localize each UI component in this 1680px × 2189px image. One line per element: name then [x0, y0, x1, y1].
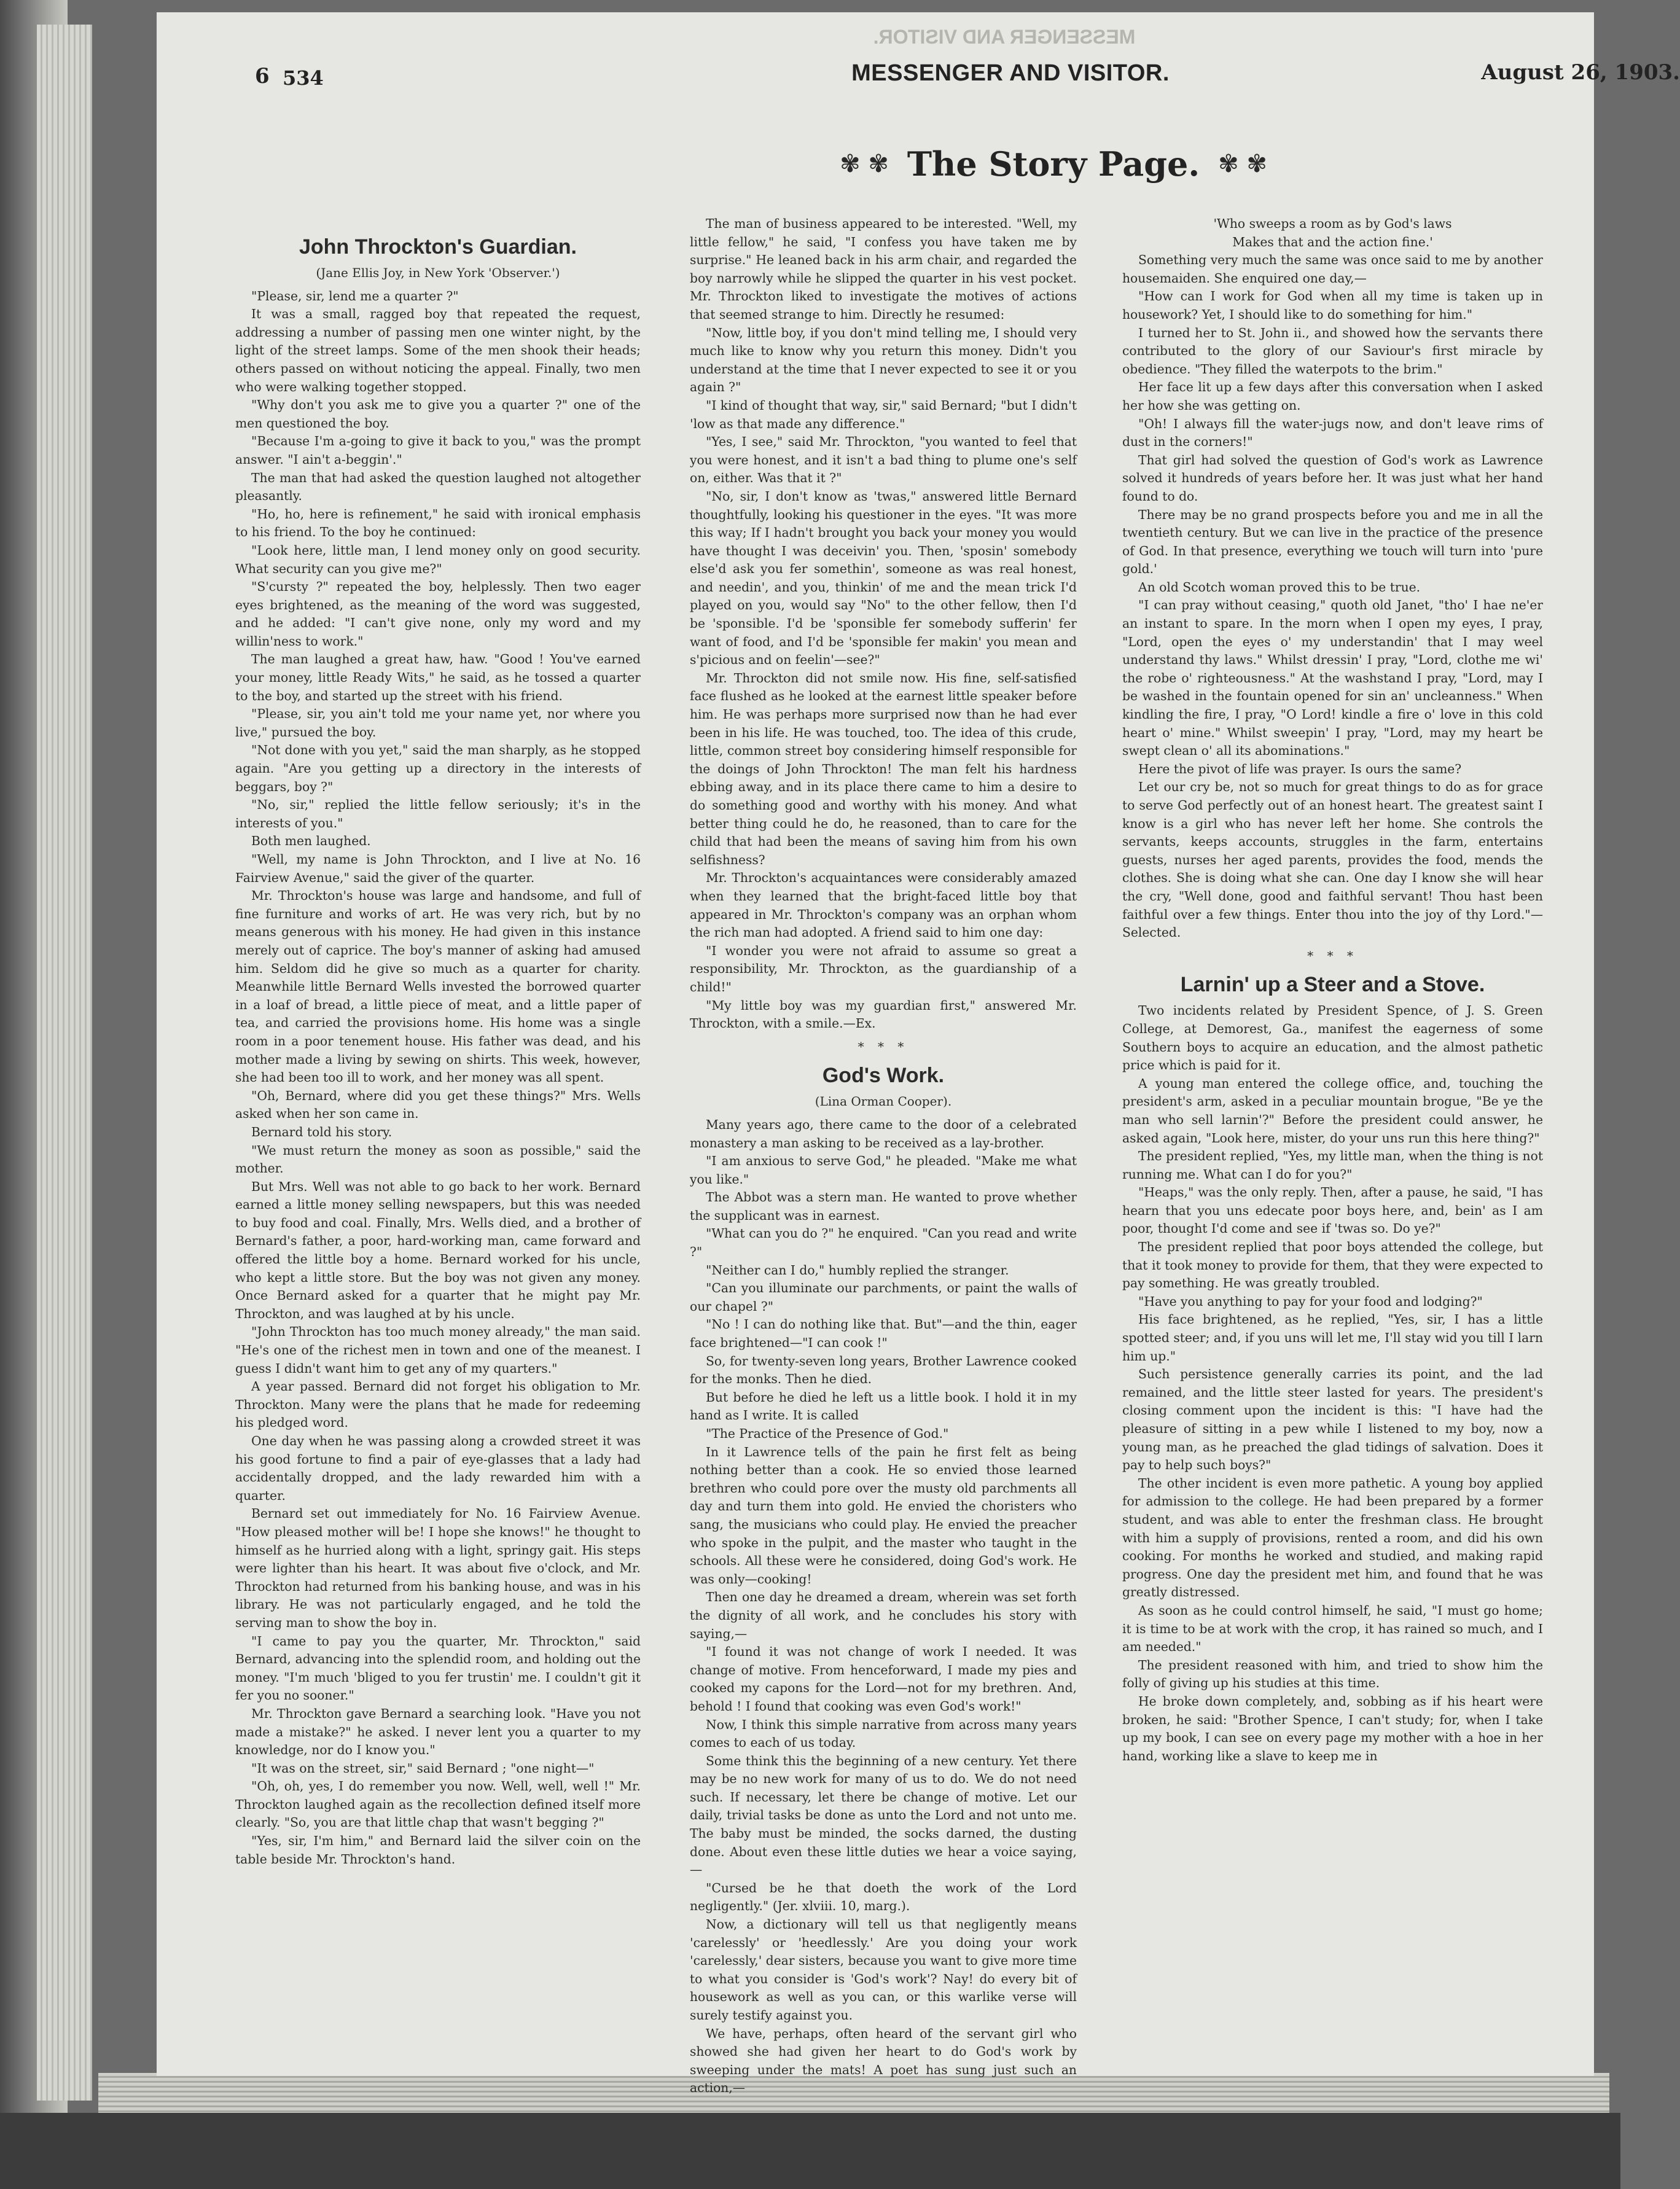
paragraph: Mr. Throckton's house was large and handsome, and full of fine furniture and works of art. He was very rich, but by no means generous with his money. He had given in this instance merely out of caprice. The boy's manner of asking had amused him. Seldom did he give so much as a quarter for charity. Meanwhile little Bernard Wells invested the borrowed quarter in a loaf of bread, a little piece of meat, and a little paper of tea, and carried the provisions home. His home was a single room in a poor tenement house. His father was dead, and his mother made a living by sewing on shirts. This week, however, she had been too ill to work, and her money was all spent.	[235, 888, 641, 1085]
article-title: John Throckton's Guardian.	[299, 235, 577, 259]
article-body	[235, 287, 641, 1869]
paragraph: "Look here, little man, I lend money only on good security. What security can you give me?"	[235, 542, 641, 576]
paragraph: The president replied, "Yes, my little man, when the thing is not running me. What can I do for you?"	[1122, 1149, 1543, 1182]
page-prefix: 6	[255, 64, 270, 88]
paragraph: His face brightened, as he replied, "Yes, sir, I has a little spotted steer; and, if you uns will let me, I'll stay wid you till I larn him up."	[1122, 1312, 1543, 1364]
article-body	[690, 1116, 1077, 2097]
paragraph: "I found it was not change of work I needed. It was change of motive. From henceforward, I made my pies and cooked my capons for the Lord—not for my brethren. And, behold ! I found that cooking was even God's work!"	[690, 1644, 1077, 1714]
paragraph: But Mrs. Well was not able to go back to her work. Bernard earned a little money selling newspapers, but this was needed to buy food and coal. Finally, Mrs. Wells died, and a brother of Bernard's father, a poor, hard-working man, came forward and offered the little boy a home. Bernard worked for his uncle, who kept a little store. But the boy was not given any money. Once Bernard asked for a quarter that he might pay Mr. Throckton, and was laughed at by his uncle.	[235, 1179, 641, 1321]
paragraph: "Can you illuminate our parchments, or paint the walls of our chapel ?"	[690, 1281, 1077, 1314]
paragraph: "I can pray without ceasing," quoth old Janet, "tho' I hae ne'er an instant to spare. In the morn when I open my eyes, I pray, "Lord, open the eyes o' my understandin' that I may weel understand thy laws." Whilst dressin' I pray, "Lord, clothe me wi' the robe o' righteousness." At the washstand I pray, "Lord, may I be washed in the fountain opened for sin an' uncleanness." When kindling the fire, I pray, "O Lord! kindle a fire o' love in this cold heart o' mine." Whilst sweepin' I pray, "Lord, may my heart be swept clean o' all its abominations."	[1122, 598, 1543, 759]
paragraph: He broke down completely, and, sobbing as if his heart were broken, he said: "Brother Spence, I can't study; for, when I take up my book, I can see on every page my mother with a hoe in her hand, working like a slave to keep me in	[1122, 1693, 1543, 1763]
paragraph: "No ! I can do nothing like that. But"—and the thin, eager face brightened—"I can cook !"	[690, 1317, 1077, 1351]
paragraph: "Please, sir, you ain't told me your name yet, nor where you live," pursued the boy.	[235, 706, 641, 739]
paragraph: "Now, little boy, if you don't mind telling me, I should very much like to know why you return this money. Didn't you understand at the time that I never expected to see it or you again ?"	[690, 325, 1077, 395]
paragraph: "Yes, sir, I'm him," and Bernard laid the silver coin on the table beside Mr. Throckton's hand.	[235, 1833, 641, 1867]
paragraph: "Not done with you yet," said the man sharply, as he stopped again. "Are you getting up a directory in the interests of beggars, boy ?"	[235, 743, 641, 794]
paragraph: "Yes, I see," said Mr. Throckton, "you wanted to feel that you were honest, and it isn't a bad thing to plume one's self on, either. Was that it ?"	[690, 434, 1077, 486]
paragraph: "I am anxious to serve God," he pleaded. "Make me what you like."	[690, 1153, 1077, 1187]
paragraph: The man laughed a great haw, haw. "Good ! You've earned your money, little Ready Wits," he said, as he tossed a quarter to the boy, and started up the street with his friend.	[235, 652, 641, 703]
paragraph: Something very much the same was once said to me by another housemaiden. She enquired one day,—	[1122, 252, 1543, 286]
column-2	[690, 215, 1077, 2097]
masthead-title: MESSENGER AND VISITOR.	[851, 60, 1170, 86]
article-byline: (Jane Ellis Joy, in New York 'Observer.')	[316, 265, 560, 280]
paragraph: "Oh! I always fill the water-jugs now, and don't leave rims of dust in the corners!"	[1122, 416, 1543, 450]
section-header	[808, 142, 1299, 185]
page-number: 534	[283, 66, 324, 90]
verse-line: 'Who sweeps a room as by God's laws	[1213, 216, 1452, 231]
paragraph: "My little boy was my guardian first," answered Mr. Throckton, with a smile.—Ex.	[690, 997, 1077, 1031]
article-body	[1122, 251, 1543, 942]
paragraph: "I wonder you were not afraid to assume so great a responsibility, Mr. Throckton, as the guardianship of a child!"	[690, 943, 1077, 994]
paragraph: There may be no grand prospects before you and me in all the twentieth century. But we can live in the practice of the presence of God. In that presence, everything we touch will turn into 'pure gold.'	[1122, 507, 1543, 577]
paragraph: "No, sir," replied the little fellow seriously; it's in the interests of you."	[235, 797, 641, 830]
paragraph: It was a small, ragged boy that repeated the request, addressing a number of passing men one winter night, by the light of the street lamps. Some of the men shook their heads; others passed on without noticing the appeal. Finally, two men who were walking together stopped.	[235, 306, 641, 394]
paragraph: Her face lit up a few days after this conversation when I asked her how she was getting on.	[1122, 380, 1543, 413]
article-byline: (Lina Orman Cooper).	[815, 1094, 952, 1109]
paragraph: That girl had solved the question of God's work as Lawrence solved it hundreds of years before her. It was just what her hand found to do.	[1122, 452, 1543, 504]
paragraph: A year passed. Bernard did not forget his obligation to Mr. Throckton. Many were the plans that he made for redeeming his pledged word.	[235, 1379, 641, 1430]
paragraph: "Oh, oh, yes, I do remember you now. Well, well, well !" Mr. Throckton laughed again as the recollection defined itself more clearly. "So, you are that little chap that wasn't begging ?"	[235, 1779, 641, 1830]
paragraph: "John Throckton has too much money already," the man said. "He's one of the richest men in town and one of the meanest. I guess I didn't want him to get any of my quarters."	[235, 1324, 641, 1376]
paragraph: "Because I'm a-going to give it back to you," was the prompt answer. "I ain't a-beggin'."	[235, 434, 641, 467]
ornament-left: ✾ ✾	[840, 150, 889, 178]
paragraph: As soon as he could control himself, he said, "I must go home; it is time to be at work with the crop, it has rained so much, and I am needed."	[1122, 1602, 1543, 1655]
paragraph: "Well, my name is John Throckton, and I live at No. 16 Fairview Avenue," said the giver of the quarter.	[235, 852, 641, 885]
paragraph: "Ho, ho, here is refinement," he said with ironical emphasis to his friend. To the boy he continued:	[235, 506, 641, 540]
paragraph: "Cursed be he that doeth the work of the Lord negligently." (Jer. xlviii. 10, marg.).	[690, 1880, 1077, 1914]
paragraph: Bernard told his story.	[251, 1124, 393, 1139]
paragraph: "I came to pay you the quarter, Mr. Throckton," said Bernard, advancing into the splendid room, and holding out the money. "I'm much 'bliged to you fer trustin' me. I couldn't git it fer you no sooner."	[235, 1633, 641, 1703]
article-continuation	[690, 215, 1077, 1033]
paragraph: Many years ago, there came to the door of a celebrated monastery a man asking to be received as a lay-brother.	[690, 1117, 1077, 1150]
paragraph: So, for twenty-seven long years, Brother Lawrence cooked for the monks. Then he died.	[690, 1353, 1077, 1387]
paragraph: "Neither can I do," humbly replied the stranger.	[706, 1262, 1009, 1278]
paragraph: "What can you do ?" he enquired. "Can you read and write ?"	[690, 1226, 1077, 1260]
paragraph: The man of business appeared to be interested. "Well, my little fellow," he said, "I confess you have taken me by surprise." He leaned back in his arm chair, and regarded the boy narrowly while he slipped the quarter in his vest pocket. Mr. Throckton liked to investigate the motives of actions that seemed strange to him. Directly he resumed:	[690, 216, 1077, 322]
paragraph: But before he died he left us a little book. I hold it in my hand as I write. It is called	[690, 1389, 1077, 1423]
paragraph: Some think this the beginning of a new century. Yet there may be no new work for many of us to do. We do not need such. If necessary, let there be change of motive. Let our daily, trivial tasks be done as unto the Lord and not unto me. The baby must be minded, the socks darned, the dusting done. About even these little duties we hear a voice saying,—	[690, 1753, 1077, 1878]
paragraph: Now, a dictionary will tell us that negligently means 'carelessly' or 'heedlessly.' Are you doing your work 'carelessly,' dear sisters, because you want to give more time to what you consider is 'God's work'? Nay! do every bit of housework as well as you can, or this warlike verse will surely testify against you.	[690, 1917, 1077, 2023]
article-title: Larnin' up a Steer and a Stove.	[1180, 973, 1485, 997]
article-title: God's Work.	[822, 1064, 945, 1088]
column-3	[1122, 215, 1543, 1765]
paragraph: In it Lawrence tells of the pain he first felt as being nothing better than a cook. He so envied those learned brethren who could pore over the musty old parchments all day and turn them into gold. He envied the choristers who sang, the musicians who could play. He envied the preacher who spoke in the pulpit, and the master who taught in the schools. All these were he considered, doing God's work. He was only—cooking!	[690, 1444, 1077, 1586]
paragraph: The president reasoned with him, and tried to show him the folly of giving up his studies at this time.	[1122, 1657, 1543, 1691]
article-body	[1122, 1002, 1543, 1765]
paragraph: "It was on the street, sir," said Bernard ; "one night—"	[251, 1760, 595, 1776]
paragraph: One day when he was passing along a crowded street it was his good fortune to find a pair of eye-glasses that a lady had accidentally dropped, and the lady rewarded him with a quarter.	[235, 1434, 641, 1503]
paragraph: Two incidents related by President Spence, of J. S. Green College, at Demorest, Ga., manifest the eagerness of some Southern boys to acquire an education, and the almost pathetic price which is paid for it.	[1122, 1003, 1543, 1073]
paragraph: "No, sir, I don't know as 'twas," answered little Bernard thoughtfully, looking his questioner in the eyes. "It was more this way; If I hadn't brought you back your money you would have thought I was deceivin' you. Then, 'sposin' somebody else'd ask you fer somethin', someone as was real honest, and needin', and you, thinkin' of me and the mean trick I'd played on you, would say "No" to the other fellow, then I'd be 'sponsible. I'd be 'sponsible fer somebody sufferin' fer want of food, and I'd be 'sponsible fer makin' you mean and s'picious and on feelin'—see?"	[690, 488, 1077, 668]
paragraph: "Have you anything to pay for your food and lodging?"	[1138, 1294, 1483, 1309]
ornament-right: ✾ ✾	[1218, 150, 1267, 178]
column-1	[235, 233, 641, 1868]
paragraph: "Heaps," was the only reply. Then, after a pause, he said, "I has hearn that you uns edecate poor boys here, and, bein' as I am poor, thought I'd come and see if 'twas so. Do ye?"	[1122, 1185, 1543, 1236]
section-divider: * * *	[1307, 948, 1358, 963]
paragraph: Then one day he dreamed a dream, wherein was set forth the dignity of all work, and he concludes his story with saying,—	[690, 1590, 1077, 1641]
bleed-through-text: MESSENGER AND VISITOR.	[873, 26, 1136, 48]
paragraph: "Oh, Bernard, where did you get these things?" Mrs. Wells asked when her son came in.	[235, 1088, 641, 1122]
paragraph: The Abbot was a stern man. He wanted to prove whether the supplicant was in earnest.	[690, 1190, 1077, 1223]
page-edges-left	[37, 25, 92, 2101]
paragraph: The other incident is even more pathetic. A young boy applied for admission to the college. He had been prepared by a former student, and was able to enter the freshman class. He brought with him a supply of provisions, rented a room, and did his own cooking. For months he worked and studied, and making rapid progress. One day the president met him, and found that he was greatly distressed.	[1122, 1475, 1543, 1600]
paragraph: The president replied that poor boys attended the college, but that it took money to provide for them, that they were expected to pay something. He was greatly troubled.	[1122, 1239, 1543, 1291]
paragraph: We have, perhaps, often heard of the servant girl who showed she had given her heart to do God's work by sweeping under the mats! A poet has sung just such an action,—	[690, 2026, 1077, 2096]
paragraph: Mr. Throckton did not smile now. His fine, self-satisfied face flushed as he looked at the earnest little speaker before him. He was perhaps more surprised now than he had ever been in his life. He was touched, too. The idea of this crude, little, common street boy considering himself responsible for the doings of John Throckton! The man felt his hardness ebbing away, and in its place there came to him a desire to do something good and worthy with his money. And what better thing could he do, he reasoned, than to care for the child that had been the means of saving him from his own selfishness?	[690, 670, 1077, 867]
paragraph: Now, I think this simple narrative from across many years comes to each of us today.	[690, 1717, 1077, 1750]
paragraph: Let our cry be, not so much for great things to do as for grace to serve God perfectly out of an honest heart. The greatest saint I know is a girl who has never left her home. She controls the servants, keeps accounts, struggles in the farm, entertains guests, nurses her aged parents, provides the food, mends the clothes. She is doing what she can. One day I know she will hear the cry, "Well done, good and faithful servant! Thou hast been faithful over a few things. Enter thou into the joy of thy Lord."—Selected.	[1122, 779, 1543, 940]
section-title: The Story Page.	[907, 144, 1200, 184]
section-divider: * * *	[858, 1039, 909, 1054]
paragraph: A young man entered the college office, and, touching the president's arm, asked in a peculiar mountain brogue, "Be ye the man who sell larnin'?" Before the president could answer, he asked again, "Look here, mister, do your uns run this here thing?"	[1122, 1075, 1543, 1145]
paragraph: Such persistence generally carries its point, and the lad remained, and the little steer lasted for years. The president's closing comment upon the incident is this: "I have had the pleasure of sitting in a pew while I listened to my boy, now a young man, as he preached the glad tidings of salvation. Does it pay to help such boys?"	[1122, 1367, 1543, 1473]
paragraph: Here the pivot of life was prayer. Is ours the same?	[1138, 761, 1462, 776]
paragraph: Mr. Throckton's acquaintances were considerably amazed when they learned that the bright-faced little boy that appeared in Mr. Throckton's company was an orphan whom the rich man had adopted. A friend said to him one day:	[690, 870, 1077, 940]
paragraph: "S'cursty ?" repeated the boy, helplessly. Then two eager eyes brightened, as the meaning of the word was suggested, and he added: "I can't give none, only my word and my willin'ness to work."	[235, 579, 641, 649]
paragraph: "How can I work for God when all my time is taken up in housework? Yet, I should like to do something for him."	[1122, 289, 1543, 322]
paragraph: Bernard set out immediately for No. 16 Fairview Avenue. "How pleased mother will be! I hope she knows!" he thought to himself as he hurried along with a light, springy gait. His steps were lighter than his heart. It was about five o'clock, and Mr. Throckton had returned from his banking house, and was in his library. He was not particularly engaged, and he told the serving man to show the boy in.	[235, 1506, 641, 1630]
paragraph: "I kind of thought that way, sir," said Bernard; "but I didn't 'low as that made any difference."	[690, 397, 1077, 431]
paragraph: An old Scotch woman proved this to be true.	[1138, 579, 1421, 595]
paragraph: The man that had asked the question laughed not altogether pleasantly.	[235, 470, 641, 504]
paragraph: I turned her to St. John ii., and showed how the servants there contributed to the glory of our Saviour's first miracle by obedience. "They filled the waterpots to the brim."	[1122, 325, 1543, 377]
paragraph: "We must return the money as soon as possible," said the mother.	[235, 1142, 641, 1176]
paragraph: "Please, sir, lend me a quarter ?"	[251, 288, 459, 303]
paragraph: "The Practice of the Presence of God."	[706, 1426, 949, 1441]
paragraph: "Why don't you ask me to give you a quarter ?" one of the men questioned the boy.	[235, 397, 641, 431]
scan-background	[0, 2113, 1620, 2189]
verse-line: Makes that and the action fine.'	[1232, 234, 1433, 249]
paragraph: Mr. Throckton gave Bernard a searching look. "Have you not made a mistake?" he asked. I never lent you a quarter to my knowledge, nor do I know you."	[235, 1706, 641, 1758]
issue-date: August 26, 1903.	[1481, 60, 1680, 85]
newspaper-page	[157, 12, 1680, 2096]
paragraph: Both men laughed.	[251, 833, 371, 849]
